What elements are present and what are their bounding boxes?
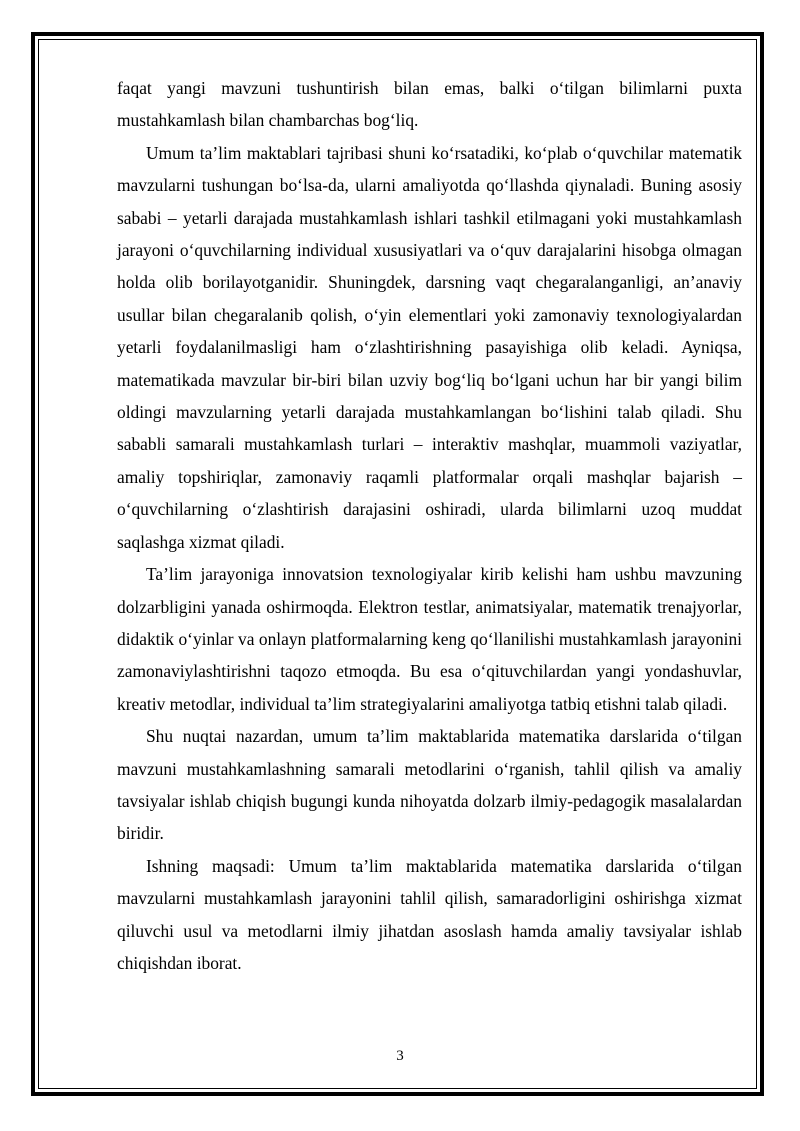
paragraph-relevance: Shu nuqtai nazardan, umum ta’lim maktablarida matematika darslarida o‘tilgan mavzuni mustahkamlashning samarali metodlarini o‘rganish, tahlil qilish va amaliy tavsiyalar ishlab chiqish bugungi kunda nihoyatda dolzarb ilmiy-pedagogik masalalardan biridir. bbox=[117, 726, 742, 844]
page-number: 3 bbox=[396, 1048, 404, 1064]
paragraph-innovative-technologies: Ta’lim jarayoniga innovatsion texnologiyalar kirib kelishi ham ushbu mavzuning dolzarbligini yanada oshirmoqda. Elektron testlar, animatsiyalar, matematik trenajyorlar, didaktik o‘yinlar va onlayn platformalarning keng qo‘llanilishi mustahkamlash jarayonini zamonaviylashtirishni taqozo etmoqda. Bu esa o‘qituvchilardan yangi yondashuvlar, kreativ metodlar, individual ta’lim strategiyalarini amaliyotga tatbiq etishni talab qiladi. bbox=[117, 564, 742, 714]
paragraph-school-experience: Umum ta’lim maktablari tajribasi shuni ko‘rsatadiki, ko‘plab o‘quvchilar matematik mavzularni tushungan bo‘lsa-da, ularni amaliyotda qo‘llashda qiynaladi. Buning asosiy sababi – yetarli darajada mustahkamlash ishlari tashkil etilmagani yoki mustahkamlash jarayoni o‘quvchilarning individual xususiyatlari va o‘quv darajalarini hisobga olmagan holda olib borilayotganidir. Shuningdek, darsning vaqt chegaralanganligi, an’anaviy usullar bilan chegaralanib qolish, o‘yin elementlari yoki zamonaviy texnologiyalardan yetarli foydalanilmasligi ham o‘zlashtirishning pasayishiga olib keladi. Ayniqsa, matematikada mavzular bir-biri bilan uzviy bog‘liq bo‘lgani uchun har bir yangi bilim oldingi mavzularning yetarli darajada mustahkamlangan bo‘lishini talab qiladi. Shu sababli samarali mustahkamlash turlari – interaktiv mashqlar, muammoli vaziyatlar, amaliy topshiriqlar, zamonaviy raqamli platformalar orqali mashqlar bajarish – o‘quvchilarning o‘zlashtirish darajasini oshiradi, ularda bilimlarni uzoq muddat saqlashga xizmat qiladi. bbox=[117, 142, 742, 552]
paragraph-research-goal: Ishning maqsadi: Umum ta’lim maktablarida matematika darslarida o‘tilgan mavzularni mustahkamlash jarayonini tahlil qilish, samaradorligini oshirishga xizmat qiluvchi usul va metodlarni ilmiy jihatdan asoslash hamda amaliy tavsiyalar ishlab chiqishdan iborat. bbox=[117, 855, 742, 973]
document-body bbox=[117, 72, 742, 979]
paragraph-continuation: faqat yangi mavzuni tushuntirish bilan emas, balki o‘tilgan bilimlarni puxta mustahkamlash bilan chambarchas bog‘liq. bbox=[117, 78, 742, 131]
